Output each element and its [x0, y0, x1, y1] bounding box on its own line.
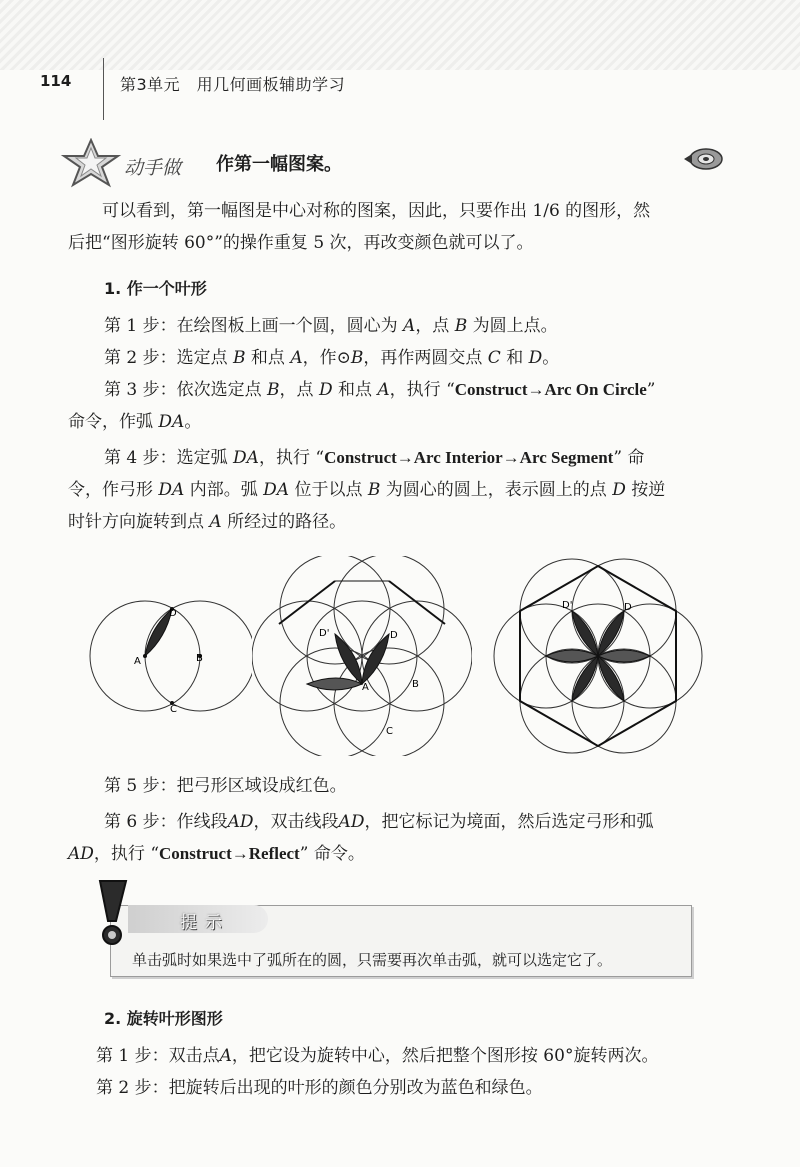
label-d: D	[390, 630, 398, 641]
step-1-3-cont: 命令，作弧 DA。	[68, 412, 202, 432]
command-arc-segment: Construct→Arc Interior→Arc Segment	[324, 448, 614, 467]
label-d: D	[624, 602, 632, 613]
star-icon	[60, 138, 122, 188]
label-d-prime: D'	[319, 628, 330, 639]
label-d: D	[169, 608, 177, 619]
figure-two-leaves	[252, 556, 472, 756]
label-b: B	[196, 653, 203, 664]
label-a: A	[134, 656, 141, 667]
figure-six-leaves	[474, 556, 722, 756]
step-1-6-cont: AD，执行 “Construct→Reflect” 命令。	[68, 844, 365, 864]
label-a: A	[362, 682, 369, 693]
exclamation-icon	[70, 877, 140, 947]
activity-tag: 动手做	[124, 157, 182, 179]
command-arc-on-circle: Construct→Arc On Circle	[454, 380, 647, 399]
tip-label: 提示	[180, 913, 230, 933]
intro-paragraph	[68, 195, 724, 259]
activity-heading	[60, 138, 740, 198]
step-1-6: 第 6 步：作线段AD，双击线段AD，把它标记为境面，然后选定弓形和弧	[104, 812, 654, 832]
step-1-4-cont-2: 时针方向旋转到点 A 所经过的路径。	[68, 512, 347, 532]
step-1-4: 第 4 步：选定弧 DA，执行 “Construct→Arc Interior→Arc Segment” 命	[104, 448, 645, 468]
page-top-texture	[0, 0, 800, 70]
leaf-shape	[145, 609, 172, 656]
intro-line-2: 后把“图形旋转 60°”的操作重复 5 次，再改变颜色就可以了。	[68, 233, 534, 253]
tip-text: 单击弧时如果选中了弧所在的圆，只需要再次单击弧，就可以选定它了。	[132, 951, 613, 969]
step-1-2: 第 2 步：选定点 B 和点 A，作⊙B，再作两圆交点 C 和 D。	[104, 348, 560, 368]
section-2-title: 2. 旋转叶形图形	[104, 1009, 223, 1028]
chapter-title: 第3单元 用几何画板辅助学习	[120, 75, 346, 94]
point-a	[143, 654, 147, 658]
label-d-prime: D'	[562, 600, 573, 611]
intro-line-1: 可以看到，第一幅图是中心对称的图案，因此，只要作出 1/6 的图形，然	[102, 201, 651, 221]
section-1-title: 1. 作一个叶形	[104, 279, 207, 298]
header-divider	[103, 58, 104, 120]
label-c: C	[386, 726, 393, 737]
leaf-shape-rotated	[307, 678, 362, 690]
page-number: 114	[40, 72, 72, 90]
label-c: C	[170, 704, 177, 715]
tip-box	[70, 877, 690, 987]
step-2-2: 第 2 步：把旋转后出现的叶形的颜色分别改为蓝色和绿色。	[96, 1078, 543, 1098]
activity-title: 作第一幅图案。	[216, 154, 342, 175]
step-1-4-cont-1: 令，作弓形 DA 内部。弧 DA 位于以点 B 为圆心的圆上，表示圆上的点 D 按逆	[68, 480, 666, 500]
step-1-3: 第 3 步：依次选定点 B，点 D 和点 A，执行 “Construct→Arc On Circle”	[104, 380, 656, 400]
six-leaf-rosette	[546, 611, 650, 701]
disc-icon	[682, 146, 726, 172]
step-2-1: 第 1 步：双击点A，把它设为旋转中心，然后把整个图形按 60°旋转两次。	[96, 1046, 659, 1066]
step-1-5: 第 5 步：把弓形区域设成红色。	[104, 776, 347, 796]
command-reflect: Construct→Reflect	[159, 844, 300, 863]
figure-single-leaf	[82, 556, 252, 756]
label-b: B	[412, 679, 419, 690]
step-1-1: 第 1 步：在绘图板上画一个圆，圆心为 A，点 B 为圆上点。	[104, 316, 558, 336]
construction-figures	[82, 556, 722, 756]
